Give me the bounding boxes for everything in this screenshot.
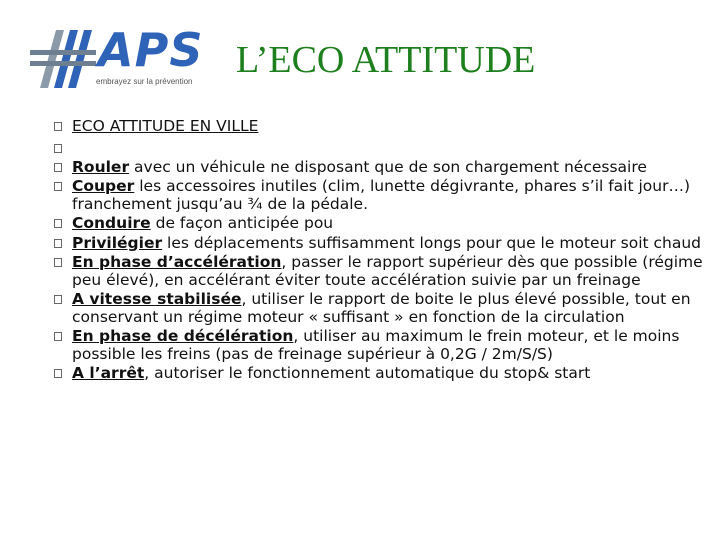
item-text: de façon anticipée pou xyxy=(150,214,334,232)
bullet-icon xyxy=(54,163,62,172)
list-item xyxy=(52,215,712,233)
item-text: , passer le rapport supérieur dès que possible (régime peu élevé), en accélérant éviter toute accélération suivie par un freinage xyxy=(72,253,703,289)
bullet-icon xyxy=(54,122,62,131)
bullet-icon xyxy=(54,295,62,304)
heading-text: ECO ATTITUDE EN VILLE xyxy=(72,117,259,135)
item-lead: Rouler xyxy=(72,157,130,176)
logo-tagline: embrayez sur la prévention xyxy=(96,77,193,86)
list-item xyxy=(52,365,712,383)
item-text: , utiliser le rapport de boite le plus élevé possible, tout en conservant un régime moteur « suffisant » en fonction de la circulation xyxy=(72,290,691,326)
item-text: , utiliser au maximum le frein moteur, et le moins possible les freins (pas de freinage supérieur à 0,2G / 2m/S/S) xyxy=(72,327,680,363)
list-item xyxy=(52,178,712,213)
item-lead: Conduire xyxy=(72,214,151,232)
item-lead: En phase d’accélération xyxy=(72,253,282,271)
aps-logo xyxy=(30,24,210,94)
item-lead: Privilégier xyxy=(72,233,163,252)
list-item xyxy=(52,254,712,289)
bullet-list xyxy=(52,118,712,385)
list-item xyxy=(52,291,712,326)
bullet-icon xyxy=(54,182,62,191)
highway-logo-icon xyxy=(30,28,96,90)
item-text: , autoriser le fonctionnement automatique du stop& start xyxy=(144,364,591,382)
item-text: avec un véhicule ne disposant que de son chargement nécessaire xyxy=(129,157,647,176)
item-lead: A vitesse stabilisée xyxy=(72,290,242,308)
list-item xyxy=(52,328,712,363)
page-title: L’ECO ATTITUDE xyxy=(236,39,536,81)
item-lead: En phase de décélération xyxy=(72,327,294,345)
list-heading xyxy=(52,118,712,136)
item-lead: Couper xyxy=(72,177,135,195)
bullet-icon xyxy=(54,144,62,153)
bullet-icon xyxy=(54,219,62,228)
bullet-icon xyxy=(54,369,62,378)
list-item xyxy=(52,159,712,177)
empty-list-item xyxy=(52,140,712,157)
logo-text: APS xyxy=(98,23,204,77)
bullet-icon xyxy=(54,332,62,341)
list-item xyxy=(52,235,712,253)
item-lead: A l’arrêt xyxy=(72,364,145,382)
bullet-icon xyxy=(54,258,62,267)
item-text: les accessoires inutiles (clim, lunette dégivrante, phares s’il fait jour…) franchement jusqu’au ¾ de la pédale. xyxy=(72,177,691,213)
bullet-icon xyxy=(54,239,62,248)
item-text: les déplacements suffisamment longs pour que le moteur soit chaud xyxy=(162,233,702,252)
